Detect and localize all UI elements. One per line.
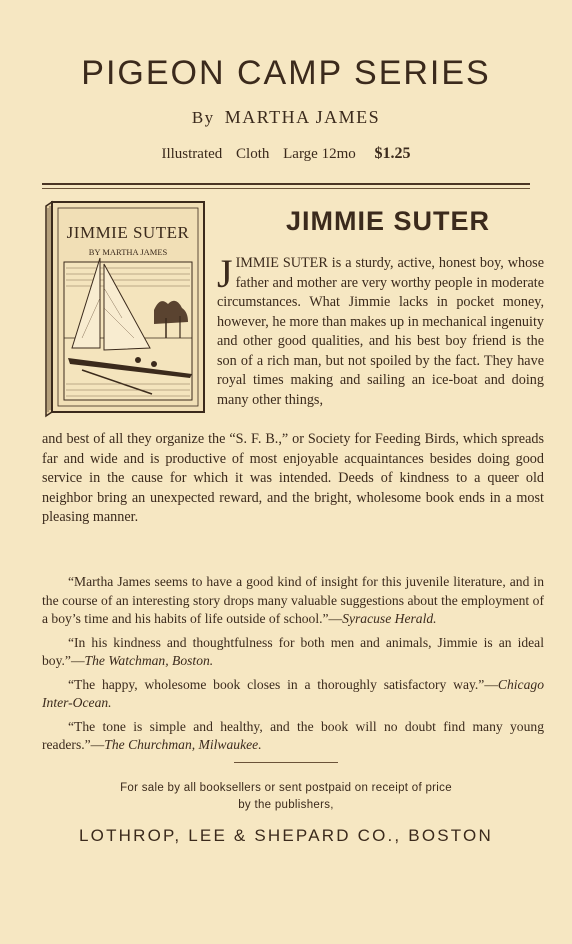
format-illustrated: Illustrated — [161, 146, 223, 162]
divider-thick — [42, 183, 530, 185]
review-quote — [42, 573, 544, 629]
author-name: MARTHA JAMES — [224, 107, 381, 127]
description-part-1: IMMIE SUTER is a sturdy, active, honest boy, whose father and mother are very worthy people in moderate circumstances. What Jimmie lacks in pocket money, however, he more than makes up in mechanical ingenuity and other good qualities, and his best boy friend is the son of a rich man, but not spoiled by the fact. They have royal times making and sailing an ice-boat and doing many other things, — [217, 255, 544, 408]
review-text: “The happy, wholesome book closes in a thoroughly satisfactory way.”— — [68, 676, 498, 692]
review-text: “In his kindness and thoughtfulness for both men and animals, Jimmie is an ideal boy.”— — [42, 634, 544, 668]
format-size: Large 12mo — [283, 146, 356, 162]
series-title: PIGEON CAMP SERIES — [81, 54, 491, 92]
sale-line-2: by the publishers, — [238, 799, 334, 811]
byline-by: By — [191, 108, 215, 127]
cover-title: JIMMIE SUTER — [66, 223, 190, 242]
cover-author: BY MARTHA JAMES — [88, 247, 168, 257]
byline — [0, 107, 572, 128]
review-source: Chicago Inter-Ocean. — [42, 676, 544, 710]
review-source: The Watchman, Boston. — [84, 653, 214, 668]
sale-line-1: For sale by all booksellers or sent postpaid on receipt of price — [120, 782, 452, 794]
description-part-2: and best of all they organize the “S. F. B.,” or Society for Feeding Birds, which spreads far and wide and is productive of most enjoyable acquaintances besides doing good service in the cause for which it was intended. Deeds of kindness to a queer old neighbor bring an unexpected reward, and the bright, wholesome book ends in a most pleasing manner. — [42, 431, 544, 525]
drop-cap: J — [217, 251, 233, 296]
format-binding: Cloth — [236, 146, 270, 162]
review-source: Syracuse Herald. — [342, 611, 437, 626]
sale-notice — [0, 780, 572, 814]
review-quote — [42, 676, 544, 713]
review-text: “Martha James seems to have a good kind of insight for this juvenile literature, and in the course of an interesting story drops many valuable suggestions about the employment of a boy’s time and his habits of life outside of school.”— — [42, 574, 544, 626]
review-quote — [42, 634, 544, 671]
price: $1.25 — [374, 145, 411, 162]
reviews — [42, 573, 544, 760]
review-quote — [42, 718, 544, 755]
review-source: The Churchman, Milwaukee. — [104, 737, 262, 752]
book-heading: JIMMIE SUTER — [285, 206, 491, 236]
divider-short — [234, 762, 338, 763]
divider-thin — [42, 188, 530, 189]
description-wrapped — [217, 251, 544, 410]
review-text: “The tone is simple and healthy, and the book will no doubt find many young readers.”— — [42, 718, 544, 752]
publisher-name: LOTHROP, LEE & SHEPARD CO., BOSTON — [79, 826, 493, 845]
book-format-info — [0, 145, 572, 163]
book-cover-illustration — [42, 198, 209, 418]
book-cover-svg — [42, 198, 209, 418]
